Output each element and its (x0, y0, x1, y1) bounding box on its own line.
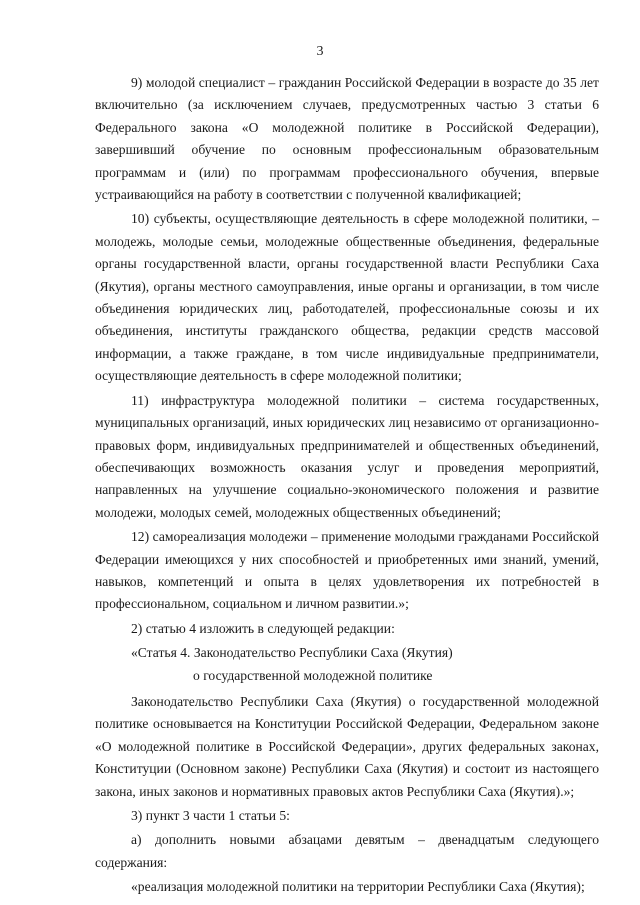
paragraph-article-4-text: Законодательство Республики Саха (Якутия) о государственной молодежной политике основывается на Конституции Российской Федерации, Федеральном законе «О молодежной политике в Российской Федерации», других федеральных законах, Конституции (Основном законе) Республики Саха (Якутия) и состоит из настоящего закона, иных законов и нормативных правовых актов Республики Саха (Якутия).»; (95, 693, 599, 799)
paragraph-item-10: 10) субъекты, осуществляющие деятельность в сфере молодежной политики, – молодежь, молодые семьи, молодежные общественные объединения, федеральные органы государственной власти, органы государственной власти Республики Саха (Якутия), органы местного самоуправления, иные органы и организации, в том числе объединения юридических лиц, работодателей, профессиональные союзы и их объединения, институты гражданского общества, редакции средств массовой информации, а также граждане, в том числе индивидуальные предприниматели, осуществляющие деятельность в сфере молодежной политики; (95, 211, 599, 384)
paragraph-item-12: 12) самореализация молодежи – применение молодыми гражданами Российской Федерации имеющихся у них способностей и приобретенных ими знаний, умений, навыков, компетенций и опыта в целях удовлетворения их потребностей в профессиональном, социальном и личном развитии.»; (95, 529, 599, 612)
paragraph-item-3-instruction: 3) пункт 3 части 1 статьи 5: (131, 808, 290, 823)
document-body (95, 72, 599, 901)
paragraph-item-9: 9) молодой специалист – гражданин Российской Федерации в возрасте до 35 лет включительно (за исключением случаев, предусмотренных частью 3 статьи 6 Федерального закона «О молодежной политике в Российской Федерации), завершивший обучение по основным профессиональным образовательным программам и (или) по программам профессионального обучения, впервые устраивающийся на работу в соответствии с полученной квалификацией; (95, 75, 599, 203)
page-number: 3 (316, 44, 324, 59)
article-heading-line2: о государственной молодежной политике (193, 667, 433, 683)
paragraph-item-11: 11) инфраструктура молодежной политики – система государственных, муниципальных организаций, иных юридических лиц независимо от организационно-правовых форм, индивидуальных предпринимателей и общественных объединений, обеспечивающих возможность оказания услуг и проведения мероприятий, направленных на улучшение социально-экономического положения и развитие молодежи, молодых семей, молодежных общественных объединений; (95, 392, 599, 520)
paragraph-article-4-instruction: 2) статью 4 изложить в следующей редакции: (131, 620, 395, 636)
paragraph-subitem-a: а) дополнить новыми абзацами девятым – двенадцатым следующего содержания: (95, 832, 599, 870)
paragraph-new-abzac: «реализация молодежной политики на территории Республики Саха (Якутия); (131, 879, 585, 895)
article-heading-line1: «Статья 4. Законодательство Республики Саха (Якутия) (131, 645, 453, 661)
